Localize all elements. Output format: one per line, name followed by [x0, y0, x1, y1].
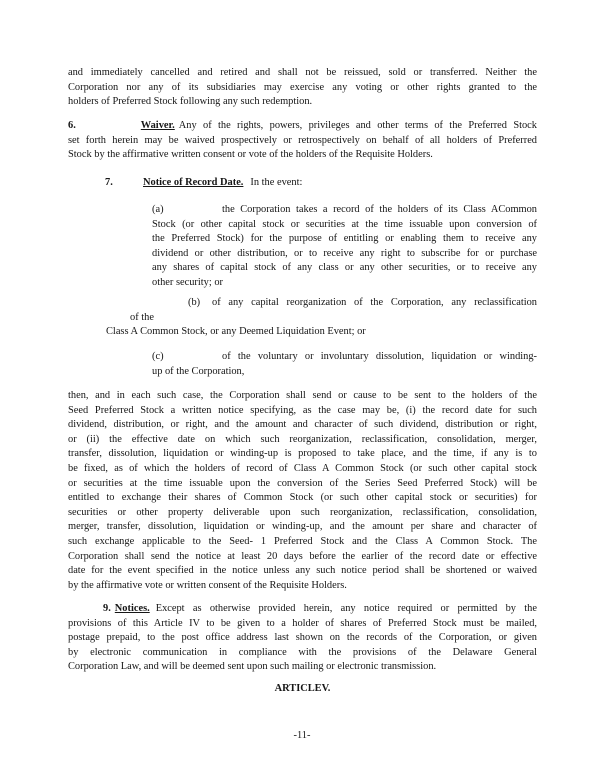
text-run: of the voluntary or involuntary dissolution, liquidation or winding-: [222, 351, 537, 362]
clause-label: (a): [152, 204, 164, 215]
clause-a: [152, 203, 537, 291]
text-line: date for the event specified in the notice unless any such notice period shall be shortened or waived: [68, 565, 537, 577]
text-line: securities or other property deliverable upon such reorganization, reclassification, consolidation,: [68, 506, 537, 518]
text-line: of the: [130, 311, 154, 323]
text-line: then, and in each such case, the Corporation shall send or cause to be sent to the holders of the: [68, 390, 537, 401]
text-line: set forth herein may be waived prospectively or retrospectively on behalf of all holders of Preferred: [68, 134, 537, 146]
text-line: transfer, dissolution, liquidation or winding-up is proposed to take place, and the time, if any is to: [68, 448, 537, 460]
text-line: by the affirmative vote or written consent of the Requisite Holders.: [68, 579, 347, 591]
text-line: Class A Common Stock, or any Deemed Liquidation Event; or: [106, 326, 366, 338]
text-line: [68, 176, 537, 191]
text-line: or (ii) the effective date on which such reorganization, reclassification, consolidation, merger,: [68, 433, 537, 445]
section-number: 7.: [105, 177, 113, 188]
text-line: up of the Corporation,: [152, 365, 245, 377]
paragraph-notice-mechanics: [68, 389, 537, 593]
section-heading-group: [143, 176, 302, 191]
text-line: any shares of capital stock of any class or any other securities, or to receive any: [152, 262, 537, 274]
section-heading: Notice of Record Date.: [143, 177, 244, 188]
section-6-waiver: [68, 119, 537, 163]
text-run: of any capital reorganization of the Corporation, any reclassification: [212, 297, 537, 308]
text-line: such exchange applicable to the Seed- 1 Preferred Stock and the Class A Common Stock. The: [68, 535, 537, 547]
text-line: [152, 203, 537, 218]
section-9-notices: [68, 602, 537, 675]
section-number: 9.: [103, 603, 111, 614]
text-line: the Preferred Stock) for the purpose of entitling or enabling them to receive any: [152, 233, 537, 245]
text-line: be fixed, as of which the holders of record of Class A Common Stock (or such other capital stock: [68, 462, 537, 474]
text-line: Corporation Law, and will be deemed sent upon such mailing or electronic transmission.: [68, 661, 437, 673]
text-line: Corporation nor any of its subsidiaries may exercise any voting or other rights granted to the: [68, 81, 537, 93]
section-number: 6.: [68, 120, 76, 131]
page-number-text: -11-: [293, 730, 311, 741]
paragraph-redemption: [68, 66, 537, 110]
text-run: Any of the rights, powers, privileges and other terms of the Preferred Stock: [178, 120, 537, 131]
text-line: and immediately cancelled and retired and shall not be reissued, sold or transferred. Neither the: [68, 67, 537, 78]
text-line: Stock (or other capital stock or securities at the time issuable upon conversion of: [152, 218, 537, 230]
text-run: the Corporation takes a record of the holders of its Class ACommon: [222, 204, 537, 215]
text-line: other security; or: [152, 276, 223, 288]
text-line: postage prepaid, to the post office address last shown on the records of the Corporation, or given: [68, 632, 537, 644]
text-line: [68, 119, 537, 134]
text-run: Except as otherwise provided herein, any notice required or permitted by the: [155, 603, 537, 614]
text-line: or securities at the time issuable upon the conversion of the Series Seed Preferred Stock) will be: [68, 477, 537, 489]
section-heading: Notices.: [114, 603, 150, 614]
text-line: [152, 350, 537, 365]
text-line: dividend or other distribution, or to receive any right to subscribe for or purchase: [152, 247, 537, 259]
text-line: [68, 602, 537, 617]
clause-label: (b): [188, 297, 201, 308]
text-line: entitled to exchange their shares of Common Stock (or such other capital stock or securities) for: [68, 492, 537, 504]
text-line: provisions of this Article IV to be given to a holder of shares of Preferred Stock must be mailed,: [68, 617, 537, 629]
clause-b: [68, 296, 537, 340]
section-heading: Waiver.: [140, 120, 175, 131]
text-line: merger, transfer, dissolution, liquidation or winding-up, and the amount per share and character of: [68, 521, 537, 533]
article-heading-text: ARTICLEV.: [274, 683, 331, 694]
page-number: [0, 729, 604, 744]
text-line: by electronic communication in compliance with the provisions of the Delaware General: [68, 646, 537, 658]
text-line: [188, 296, 537, 311]
article-v-heading: [68, 682, 537, 697]
text-run: In the event:: [250, 177, 303, 188]
text-line: holders of Preferred Stock following any such redemption.: [68, 96, 313, 108]
clause-label: (c): [152, 351, 164, 362]
text-line: Stock by the affirmative written consent or vote of the holders of the Requisite Holders.: [68, 149, 433, 161]
section-7-notice-of-record-date: [68, 176, 537, 191]
text-line: Corporation shall send the notice at least 20 days before the earlier of the record date or effective: [68, 550, 537, 562]
text-line: Seed Preferred Stock a written notice specifying, as the case may be, (i) the record date for such: [68, 404, 537, 416]
text-line: dividend, distribution, or right, and the amount and character of such dividend, distribution or right,: [68, 419, 537, 431]
clause-c: [152, 350, 537, 379]
